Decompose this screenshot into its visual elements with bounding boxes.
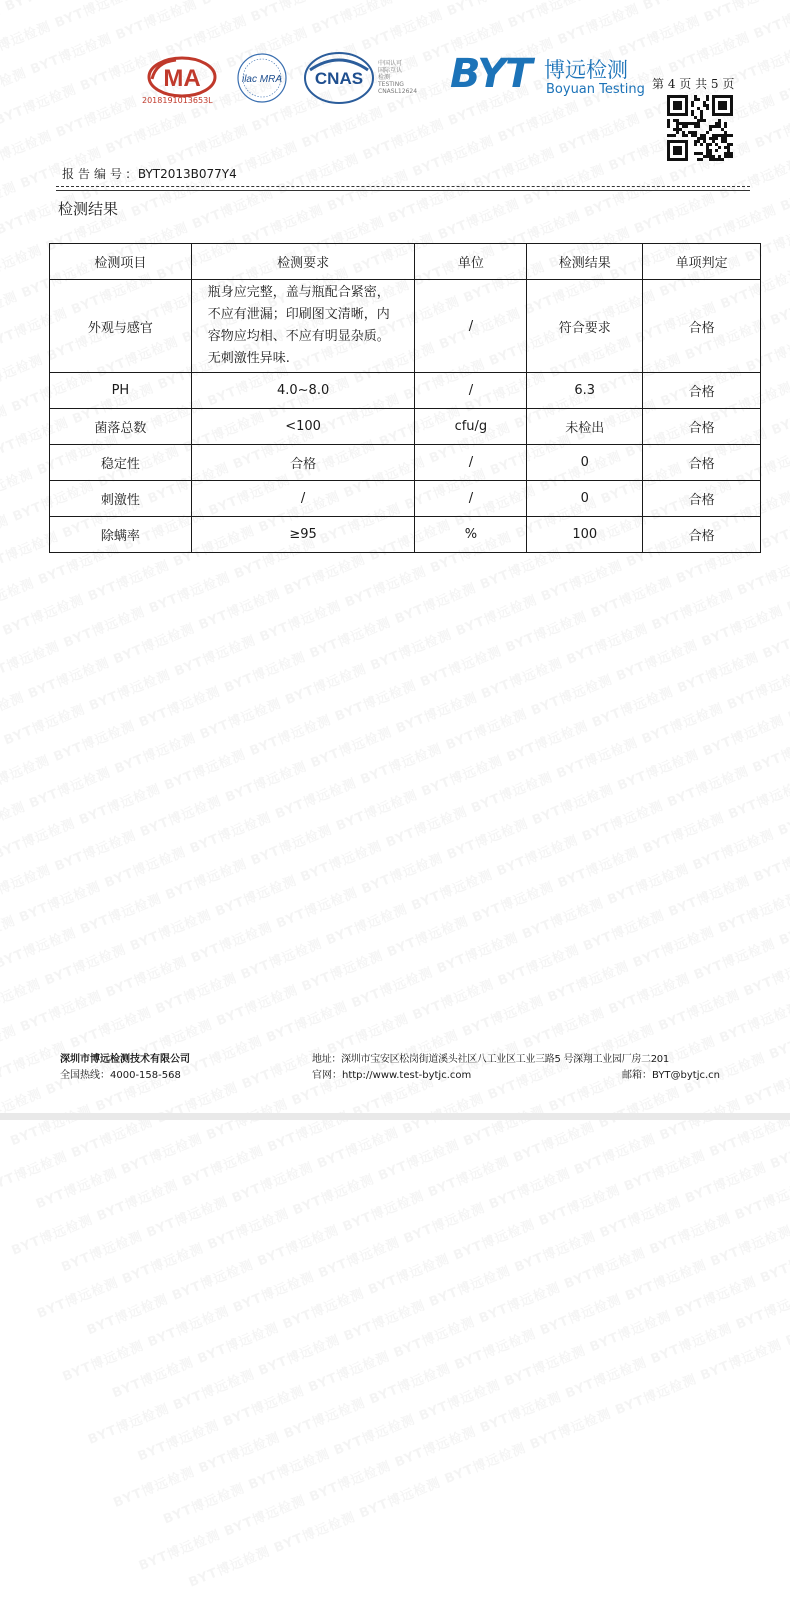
qr-module <box>694 122 697 125</box>
qr-module <box>682 122 685 125</box>
qr-module <box>706 143 709 146</box>
verdict-cell: 合格 <box>643 445 761 481</box>
qr-module <box>709 155 712 158</box>
qr-module <box>691 104 694 107</box>
qr-module <box>682 125 685 128</box>
qr-module <box>694 98 697 101</box>
verdict-cell: 合格 <box>643 481 761 517</box>
table-row <box>50 481 761 517</box>
cma-number: 2018191013653L <box>142 96 213 105</box>
qr-module <box>667 119 670 122</box>
qr-module <box>724 140 727 143</box>
qr-module <box>712 125 715 128</box>
qr-module <box>700 134 703 137</box>
qr-module <box>697 107 700 110</box>
result-cell: 6.3 <box>527 373 643 409</box>
qr-module <box>706 95 709 98</box>
qr-module <box>697 140 700 143</box>
verdict-cell: 合格 <box>643 280 761 373</box>
qr-module <box>718 155 721 158</box>
qr-module <box>703 119 706 122</box>
qr-module <box>700 119 703 122</box>
qr-module <box>718 119 721 122</box>
svg-text:ilac MRA: ilac MRA <box>241 74 283 85</box>
qr-module <box>706 146 709 149</box>
qr-module <box>718 101 727 110</box>
qr-module <box>694 131 697 134</box>
qr-module <box>682 131 685 134</box>
unit-cell: / <box>415 280 527 373</box>
footer-email: 邮箱：BYT@bytjc.cn <box>622 1070 721 1081</box>
qr-module <box>706 107 709 110</box>
qr-module <box>688 122 691 125</box>
cnas-side-line: TESTING <box>378 81 404 88</box>
qr-module <box>715 122 718 125</box>
qr-module <box>703 104 706 107</box>
qr-module <box>706 155 709 158</box>
qr-module <box>709 137 712 140</box>
unit-cell: / <box>415 445 527 481</box>
footer-company: 深圳市博远检测技术有限公司 <box>60 1054 190 1065</box>
qr-module <box>694 95 697 98</box>
table-row <box>50 445 761 481</box>
brand-name-cn: 博远检测 <box>544 58 628 82</box>
qr-module <box>724 137 727 140</box>
report-number-label: 报告编号: <box>62 167 135 181</box>
qr-module <box>724 146 727 149</box>
qr-module <box>703 134 706 137</box>
table-row <box>50 409 761 445</box>
table-row <box>50 517 761 553</box>
footer-website: 官网：http://www.test-bytjc.com <box>312 1070 472 1081</box>
qr-module <box>673 101 682 110</box>
cnas-side-text <box>378 60 417 95</box>
qr-module <box>685 125 688 128</box>
footer-hotline: 全国热线：4000-158-568 <box>60 1070 181 1081</box>
report-number-value: BYT2013B077Y4 <box>137 167 237 181</box>
table-header-row <box>50 244 761 280</box>
qr-module <box>691 122 694 125</box>
qr-module <box>724 152 727 155</box>
byt-mark: BYT <box>450 51 532 97</box>
qr-code <box>667 95 733 161</box>
qr-module <box>727 146 730 149</box>
qr-module <box>700 158 703 161</box>
unit-cell: % <box>415 517 527 553</box>
qr-module <box>715 125 718 128</box>
results-table <box>49 243 761 553</box>
qr-module <box>703 140 706 143</box>
qr-module <box>715 149 718 152</box>
result-cell: 100 <box>527 517 643 553</box>
ilac-mra-logo <box>232 52 292 104</box>
qr-module <box>721 158 724 161</box>
qr-module <box>709 152 712 155</box>
qr-module <box>706 98 709 101</box>
qr-module <box>703 137 706 140</box>
qr-module <box>691 101 694 104</box>
qr-module <box>712 134 715 137</box>
qr-module <box>694 143 697 146</box>
cnas-side-line: 中国认可 <box>378 60 403 67</box>
qr-module <box>697 137 700 140</box>
unit-cell: / <box>415 481 527 517</box>
qr-module <box>697 125 700 128</box>
qr-module <box>691 110 694 113</box>
item-cell: 菌落总数 <box>50 409 192 445</box>
qr-module <box>676 119 679 122</box>
qr-module <box>667 134 670 137</box>
qr-module <box>709 125 712 128</box>
qr-module <box>691 113 694 116</box>
qr-module <box>718 122 721 125</box>
qr-module <box>694 140 697 143</box>
qr-module <box>676 128 679 131</box>
qr-module <box>697 152 700 155</box>
qr-module <box>709 143 712 146</box>
qr-module <box>727 143 730 146</box>
qr-module <box>694 125 697 128</box>
qr-module <box>724 134 727 137</box>
qr-module <box>706 131 709 134</box>
bottom-bar <box>0 1113 790 1120</box>
item-cell: 刺激性 <box>50 481 192 517</box>
result-cell: 未检出 <box>527 409 643 445</box>
qr-module <box>721 128 724 131</box>
verdict-cell: 合格 <box>643 409 761 445</box>
requirement-cell: 合格 <box>191 445 415 481</box>
qr-module <box>700 113 703 116</box>
qr-module <box>727 134 730 137</box>
qr-module <box>709 149 712 152</box>
qr-module <box>721 137 724 140</box>
qr-module <box>706 104 709 107</box>
verdict-cell: 合格 <box>643 517 761 553</box>
qr-module <box>709 128 712 131</box>
requirement-cell: 瓶身应完整，盖与瓶配合紧密，不应有泄漏；印刷图文清晰，内容物应均相、不应有明显杂质。无刺激性异味. <box>191 280 415 373</box>
qr-module <box>730 143 733 146</box>
cnas-side-line: CNASL12624 <box>378 88 418 95</box>
result-cell: 符合要求 <box>527 280 643 373</box>
table-row <box>50 280 761 373</box>
qr-module <box>691 131 694 134</box>
qr-module <box>700 110 703 113</box>
requirement-cell: <100 <box>191 409 415 445</box>
qr-module <box>697 119 700 122</box>
qr-module <box>712 137 715 140</box>
qr-module <box>709 158 712 161</box>
qr-module <box>727 149 730 152</box>
qr-module <box>727 155 730 158</box>
qr-module <box>679 122 682 125</box>
qr-module <box>703 101 706 104</box>
cnas-logo <box>302 50 376 106</box>
cnas-side-line: 检测 <box>378 74 391 81</box>
requirement-cell: ≥95 <box>191 517 415 553</box>
qr-module <box>724 125 727 128</box>
qr-module <box>703 155 706 158</box>
requirement-cell: / <box>191 481 415 517</box>
column-header: 单项判定 <box>643 244 761 280</box>
qr-module <box>685 122 688 125</box>
report-number <box>62 165 237 182</box>
qr-module <box>673 146 682 155</box>
requirement-cell: 4.0~8.0 <box>191 373 415 409</box>
qr-module <box>718 134 721 137</box>
qr-module <box>712 155 715 158</box>
qr-module <box>724 155 727 158</box>
qr-module <box>721 134 724 137</box>
watermark-line <box>183 1096 790 1600</box>
column-header: 检测项目 <box>50 244 192 280</box>
qr-module <box>697 98 700 101</box>
column-header: 单位 <box>415 244 527 280</box>
qr-module <box>730 134 733 137</box>
qr-module <box>670 134 673 137</box>
qr-module <box>700 116 703 119</box>
header-divider-dashed <box>56 186 750 187</box>
unit-cell: / <box>415 373 527 409</box>
qr-module <box>730 152 733 155</box>
cnas-side-line: 国际互认 <box>378 67 403 74</box>
qr-module <box>721 140 724 143</box>
svg-text:CNAS: CNAS <box>314 69 364 88</box>
qr-module <box>700 152 703 155</box>
column-header: 检测要求 <box>191 244 415 280</box>
qr-module <box>706 149 709 152</box>
qr-module <box>694 134 697 137</box>
qr-module <box>718 158 721 161</box>
qr-module <box>724 131 727 134</box>
qr-module <box>718 146 721 149</box>
qr-module <box>727 152 730 155</box>
qr-module <box>712 140 715 143</box>
qr-module <box>715 158 718 161</box>
qr-module <box>715 143 718 146</box>
qr-module <box>715 137 718 140</box>
qr-module <box>676 131 679 134</box>
verdict-cell: 合格 <box>643 373 761 409</box>
header-divider-solid <box>56 190 750 191</box>
qr-module <box>694 116 697 119</box>
qr-module <box>688 131 691 134</box>
qr-module <box>673 119 676 122</box>
qr-module <box>667 125 670 128</box>
qr-module <box>697 158 700 161</box>
result-cell: 0 <box>527 445 643 481</box>
qr-module <box>676 122 679 125</box>
qr-module <box>691 134 694 137</box>
item-cell: 除螨率 <box>50 517 192 553</box>
qr-module <box>724 122 727 125</box>
item-cell: 外观与感官 <box>50 280 192 373</box>
qr-module <box>718 125 721 128</box>
qr-module <box>715 134 718 137</box>
item-cell: PH <box>50 373 192 409</box>
item-cell: 稳定性 <box>50 445 192 481</box>
section-title: 检测结果 <box>58 200 119 218</box>
qr-module <box>706 152 709 155</box>
unit-cell: cfu/g <box>415 409 527 445</box>
qr-module <box>667 122 670 125</box>
brand-name-en: Boyuan Testing <box>546 82 645 97</box>
qr-module <box>700 137 703 140</box>
svg-text:MA: MA <box>163 65 201 92</box>
watermark-line <box>134 1065 790 1584</box>
qr-module <box>676 125 679 128</box>
qr-module <box>673 128 676 131</box>
qr-module <box>694 152 697 155</box>
page-number: 第 4 页 共 5 页 <box>652 77 735 91</box>
qr-module <box>712 158 715 161</box>
result-cell: 0 <box>527 481 643 517</box>
qr-module <box>730 155 733 158</box>
column-header: 检测结果 <box>527 244 643 280</box>
qr-module <box>673 134 676 137</box>
table-row <box>50 373 761 409</box>
qr-module <box>700 143 703 146</box>
qr-module <box>682 134 685 137</box>
qr-module <box>697 122 700 125</box>
qr-module <box>685 134 688 137</box>
qr-module <box>679 128 682 131</box>
footer-address: 地址：深圳市宝安区松岗街道溪头社区八工业区工业三路5 号深翔工业园厂房二201 <box>312 1054 669 1065</box>
